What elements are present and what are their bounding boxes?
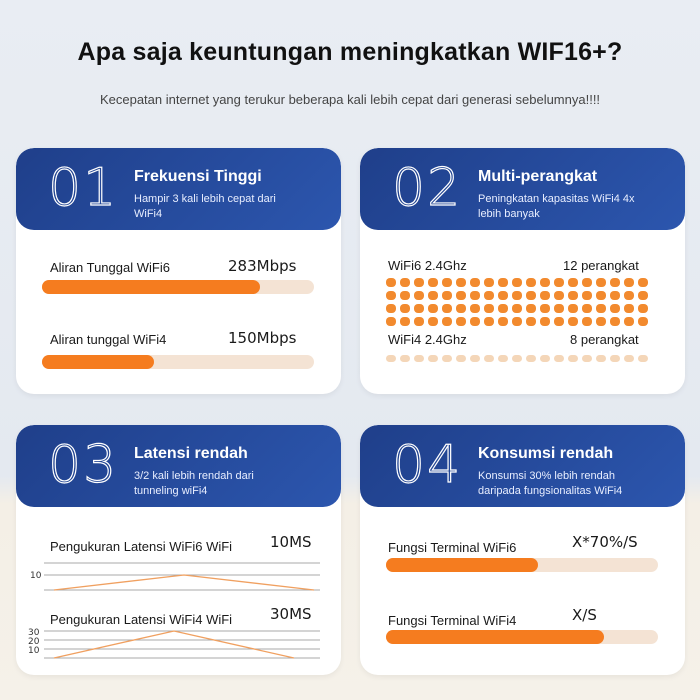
- progress-bar-fill: [42, 280, 260, 294]
- latency-chart-wifi6: [24, 553, 324, 593]
- card-description: Hampir 3 kali lebih cepat dari WiFi4: [134, 193, 276, 220]
- device-dot: [596, 355, 606, 362]
- device-dot: [596, 317, 606, 326]
- device-dot: [582, 304, 592, 313]
- device-dot: [568, 304, 578, 313]
- device-dot: [442, 278, 452, 287]
- row-value: X*70%/S: [572, 533, 638, 551]
- device-dot: [568, 278, 578, 287]
- device-dot: [540, 304, 550, 313]
- device-dot: [554, 317, 564, 326]
- row-label: WiFi6 2.4Ghz: [388, 258, 467, 273]
- device-dot: [456, 291, 466, 300]
- device-dot: [624, 291, 634, 300]
- device-dot: [414, 304, 424, 313]
- row-value: 10MS: [270, 533, 312, 551]
- row-label: Aliran tunggal WiFi4: [50, 332, 167, 347]
- latency-line: [54, 631, 294, 658]
- device-dot: [526, 317, 536, 326]
- card-number: 04: [392, 435, 463, 495]
- card-header: [16, 425, 341, 507]
- card-title: Konsumsi rendah: [478, 445, 614, 462]
- device-dot: [470, 304, 480, 313]
- device-dot: [442, 317, 452, 326]
- device-dot: [582, 317, 592, 326]
- device-dot: [512, 304, 522, 313]
- device-dot: [400, 304, 410, 313]
- device-dot: [512, 291, 522, 300]
- device-dot: [638, 278, 648, 287]
- device-dot: [498, 278, 508, 287]
- device-dot: [428, 291, 438, 300]
- device-dot: [386, 291, 396, 300]
- device-dot: [400, 355, 410, 362]
- latency-line: [54, 575, 314, 590]
- device-dot: [400, 291, 410, 300]
- device-dot: [610, 355, 620, 362]
- dot-row: [386, 291, 648, 300]
- card-konsumsi-rendah: [360, 425, 685, 675]
- device-dot: [456, 304, 466, 313]
- device-dot: [442, 304, 452, 313]
- device-dot: [512, 355, 522, 362]
- device-dot: [638, 355, 648, 362]
- row-label: Fungsi Terminal WiFi6: [388, 540, 517, 555]
- device-dot: [582, 355, 592, 362]
- device-dot: [386, 278, 396, 287]
- device-dot: [456, 355, 466, 362]
- row-value: 150Mbps: [228, 329, 297, 347]
- row-value: 8 perangkat: [570, 332, 639, 347]
- device-dot: [414, 291, 424, 300]
- progress-bar-track: [42, 355, 314, 369]
- card-description: 3/2 kali lebih rendah dari tunneling wiFi4: [134, 470, 254, 497]
- card-title: Latensi rendah: [134, 445, 248, 462]
- device-dot: [624, 317, 634, 326]
- device-dot: [428, 304, 438, 313]
- device-dot: [568, 291, 578, 300]
- device-dot: [414, 278, 424, 287]
- device-dot: [484, 355, 494, 362]
- device-dot: [470, 317, 480, 326]
- device-dot: [540, 291, 550, 300]
- device-dot: [624, 304, 634, 313]
- device-dot: [540, 355, 550, 362]
- card-number: 02: [392, 158, 463, 218]
- device-dot: [582, 291, 592, 300]
- device-dot: [400, 278, 410, 287]
- device-dot: [428, 355, 438, 362]
- row-label: Aliran Tunggal WiFi6: [50, 260, 170, 275]
- card-multi-perangkat: [360, 148, 685, 394]
- device-dot: [526, 278, 536, 287]
- device-dot: [498, 355, 508, 362]
- device-dot: [540, 278, 550, 287]
- row-value: 12 perangkat: [563, 258, 639, 273]
- tick-label: 10: [30, 571, 42, 581]
- device-dot: [470, 291, 480, 300]
- device-dots-wifi6: [386, 278, 648, 330]
- row-label: WiFi4 2.4Ghz: [388, 332, 467, 347]
- progress-bar-track: [42, 280, 314, 294]
- device-dot: [470, 355, 480, 362]
- latency-chart-wifi4: [24, 623, 324, 663]
- card-latensi-rendah: [16, 425, 341, 675]
- device-dot: [386, 355, 396, 362]
- card-header: [360, 425, 685, 507]
- dot-row: [386, 317, 648, 326]
- device-dot: [568, 355, 578, 362]
- dot-row: [386, 304, 648, 313]
- device-dot: [596, 291, 606, 300]
- card-description: Peningkatan kapasitas WiFi4 4x lebih banyak: [478, 193, 635, 220]
- device-dot: [596, 304, 606, 313]
- dot-row: [386, 278, 648, 287]
- card-title: Frekuensi Tinggi: [134, 168, 262, 185]
- page-subtitle: Kecepatan internet yang terukur beberapa kali lebih cepat dari generasi sebelumnya!!!!: [99, 92, 601, 107]
- device-dot: [554, 304, 564, 313]
- device-dot: [386, 317, 396, 326]
- device-dot: [526, 304, 536, 313]
- progress-bar-track: [386, 558, 658, 572]
- progress-bar-fill: [42, 355, 154, 369]
- progress-bar-track: [386, 630, 658, 644]
- device-dot: [456, 317, 466, 326]
- card-description: Konsumsi 30% lebih rendah daripada fungsionalitas WiFi4: [478, 470, 623, 497]
- device-dot: [526, 355, 536, 362]
- device-dot: [456, 278, 466, 287]
- device-dot: [638, 304, 648, 313]
- device-dot: [540, 317, 550, 326]
- device-dot: [638, 291, 648, 300]
- card-title: Multi-perangkat: [478, 168, 598, 185]
- card-frekuensi-tinggi: [16, 148, 341, 394]
- device-dot: [554, 278, 564, 287]
- device-dot: [638, 317, 648, 326]
- device-dot: [442, 291, 452, 300]
- row-value: X/S: [572, 606, 597, 624]
- device-dot: [484, 278, 494, 287]
- device-dot: [526, 291, 536, 300]
- device-dot: [596, 278, 606, 287]
- device-dot: [512, 278, 522, 287]
- device-dot: [428, 278, 438, 287]
- device-dot: [414, 355, 424, 362]
- tick-label: 30: [28, 628, 40, 638]
- card-header: [16, 148, 341, 230]
- card-header: [360, 148, 685, 230]
- row-label: Pengukuran Latensi WiFi4 WiFi: [50, 612, 233, 627]
- device-dot: [554, 291, 564, 300]
- device-dot: [624, 355, 634, 362]
- progress-bar-fill: [386, 630, 604, 644]
- device-dot: [470, 278, 480, 287]
- progress-bar-fill: [386, 558, 538, 572]
- card-number: 03: [48, 435, 119, 495]
- device-dot: [498, 304, 508, 313]
- row-label: Fungsi Terminal WiFi4: [388, 613, 517, 628]
- tick-label: 20: [28, 637, 40, 647]
- card-number: 01: [48, 158, 119, 218]
- device-dot: [428, 317, 438, 326]
- device-dot: [610, 278, 620, 287]
- row-label: Pengukuran Latensi WiFi6 WiFi: [50, 539, 233, 554]
- tick-label: 10: [28, 646, 40, 656]
- device-dots-wifi4: [386, 355, 648, 366]
- row-value: 30MS: [270, 605, 312, 623]
- device-dot: [386, 304, 396, 313]
- device-dot: [442, 355, 452, 362]
- device-dot: [512, 317, 522, 326]
- device-dot: [610, 304, 620, 313]
- device-dot: [484, 304, 494, 313]
- device-dot: [568, 317, 578, 326]
- device-dot: [498, 291, 508, 300]
- device-dot: [610, 291, 620, 300]
- dot-row: [386, 355, 648, 362]
- device-dot: [498, 317, 508, 326]
- device-dot: [484, 317, 494, 326]
- device-dot: [554, 355, 564, 362]
- device-dot: [414, 317, 424, 326]
- page-title: Apa saja keuntungan meningkatkan WIF16+?: [77, 38, 623, 66]
- device-dot: [400, 317, 410, 326]
- device-dot: [582, 278, 592, 287]
- device-dot: [624, 278, 634, 287]
- device-dot: [610, 317, 620, 326]
- row-value: 283Mbps: [228, 257, 297, 275]
- device-dot: [484, 291, 494, 300]
